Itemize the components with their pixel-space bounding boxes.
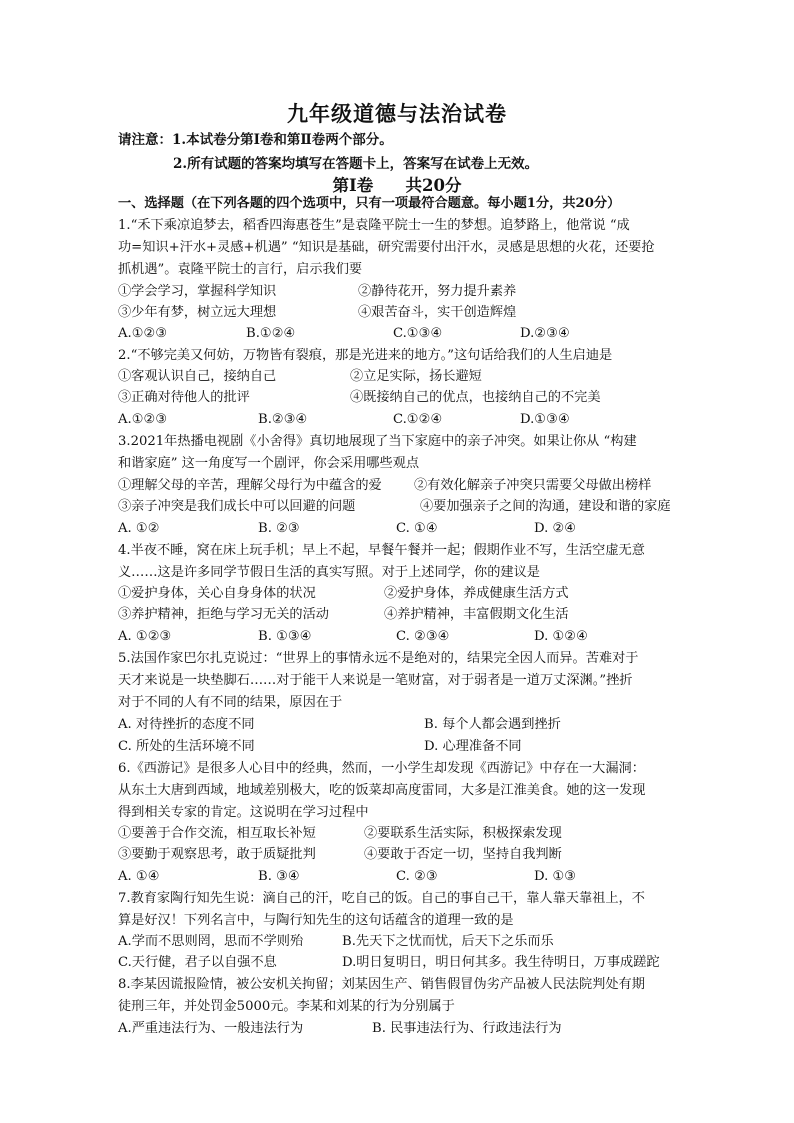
- q6-stem-line-2: 从东土大唐到西域，地域差别极大，吃的饭菜却高度雷同，大多是江淮美食。她的这一发现: [118, 783, 646, 798]
- q5-option-b: B. 每个人都会遇到挫折: [424, 717, 561, 732]
- q1-statement-1: ①学会学习，掌握科学知识: [118, 284, 277, 299]
- q7-option-a: A.学而不思则罔，思而不学则殆: [118, 934, 304, 949]
- q2-option-c: C.①②④: [393, 412, 443, 427]
- q8-stem-line-2: 徒刑三年，并处罚金5000元。李某和刘某的行为分别属于: [118, 999, 455, 1014]
- q7-option-b: B.先天下之忧而忧，后天下之乐而乐: [342, 934, 554, 949]
- q1-option-a: A.①②③: [118, 326, 168, 341]
- notice-line-1: 请注意：1.本试卷分第Ⅰ卷和第Ⅱ卷两个部分。: [118, 132, 393, 148]
- volume-heading: 第Ⅰ卷 共20分: [332, 176, 462, 195]
- q2-option-d: D.①③④: [520, 412, 570, 427]
- q5-option-c: C. 所处的生活环境不同: [118, 739, 255, 754]
- q4-option-d: D. ①②④: [534, 629, 588, 644]
- q1-option-d: D.②③④: [520, 326, 570, 341]
- q8-option-b: B. 民事违法行为、行政违法行为: [372, 1021, 562, 1036]
- q6-statement-2: ②要联系生活实际，积极探索发现: [364, 826, 562, 841]
- q3-statement-1: ①理解父母的辛苦，理解父母行为中蕴含的爱: [118, 478, 382, 493]
- q7-option-c: C.天行健，君子以自强不息: [118, 955, 277, 970]
- q6-stem-line-1: 6.《西游记》是很多人心目中的经典，然而，一小学生却发现《西游记》中存在一大漏洞：: [118, 761, 645, 776]
- q3-option-c: C. ①④: [396, 521, 438, 536]
- q6-statement-1: ①要善于合作交流，相互取长补短: [118, 826, 316, 841]
- q4-option-c: C. ②③④: [396, 629, 450, 644]
- q5-option-a: A. 对待挫折的态度不同: [118, 717, 255, 732]
- q5-stem-line-3: 对于不同的人有不同的结果，原因在于: [118, 695, 343, 710]
- q1-statement-2: ②静待花开，努力提升素养: [358, 284, 517, 299]
- q2-option-b: B.②③④: [258, 412, 308, 427]
- q1-statement-3: ③少年有梦，树立远大理想: [118, 305, 277, 320]
- q1-stem-line-3: 抓机遇”。袁隆平院士的言行，启示我们要: [118, 262, 363, 277]
- q3-option-d: D. ②④: [534, 521, 577, 536]
- q1-option-c: C.①③④: [393, 326, 443, 341]
- q7-stem-line-1: 7.教育家陶行知先生说：滴自己的汗，吃自己的饭。自己的事自己干，靠人靠天靠祖上，不: [118, 891, 645, 906]
- exam-title: 九年级道德与法治试卷: [287, 101, 507, 126]
- q1-stem-line-2: 功=知识+汗水+灵感+机遇” “知识是基础，研究需要付出汗水，灵感是思想的火花，还要抢: [118, 240, 655, 255]
- q5-option-d: D. 心理准备不同: [424, 739, 522, 754]
- q5-stem-line-2: 天才来说是一块垫脚石……对于能干人来说是一笔财富，对于弱者是一道万丈深渊。”挫折: [118, 673, 633, 688]
- q6-stem-line-3: 得到相关专家的肯定。这说明在学习过程中: [118, 805, 369, 820]
- q2-option-a: A.①②③: [118, 412, 168, 427]
- q3-statement-3: ③亲子冲突是我们成长中可以回避的问题: [118, 499, 356, 514]
- notice-line-2: 2.所有试题的答案均填写在答题卡上，答案写在试卷上无效。: [173, 156, 539, 172]
- q8-option-a: A.严重违法行为、一般违法行为: [118, 1021, 304, 1036]
- q3-statement-4: ④要加强亲子之间的沟通，建设和谐的家庭: [420, 499, 671, 514]
- q8-stem-line-1: 8.李某因谎报险情，被公安机关拘留；刘某因生产、销售假冒伪劣产品被人民法院判处有期: [118, 977, 645, 992]
- q1-option-b: B.①②④: [246, 326, 296, 341]
- q1-statement-4: ④艰苦奋斗，实干创造辉煌: [358, 305, 517, 320]
- q4-option-a: A. ①②③: [118, 629, 172, 644]
- q4-statement-1: ①爱护身体，关心自身身体的状况: [118, 586, 316, 601]
- q2-statement-3: ③正确对待他人的批评: [118, 390, 250, 405]
- q4-stem-line-2: 义……这是许多同学节假日生活的真实写照。对于上述同学，你的建议是: [118, 565, 540, 580]
- q2-stem: 2.“不够完美又何妨，万物皆有裂痕，那是光进来的地方。”这句话给我们的人生启迪是: [118, 348, 613, 363]
- q6-statement-4: ④要敢于否定一切，坚持自我判断: [364, 847, 562, 862]
- q2-statement-1: ①客观认识自己，接纳自己: [118, 369, 277, 384]
- q4-statement-3: ③养护精神，拒绝与学习无关的活动: [118, 607, 329, 622]
- q4-stem-line-1: 4.半夜不睡，窝在床上玩手机；早上不起，早餐午餐并一起；假期作业不写，生活空虚无意: [118, 543, 645, 558]
- q6-option-d: D. ①③: [534, 869, 577, 884]
- q2-statement-2: ②立足实际，扬长避短: [350, 369, 482, 384]
- q6-statement-3: ③要勤于观察思考，敢于质疑批判: [118, 847, 316, 862]
- q3-statement-2: ②有效化解亲子冲突只需要父母做出榜样: [414, 478, 652, 493]
- q3-option-a: A. ①②: [118, 521, 160, 536]
- q3-stem-line-1: 3.2021年热播电视剧《小舍得》真切地展现了当下家庭中的亲子冲突。如果让你从 “构建: [118, 434, 637, 449]
- q3-option-b: B. ②③: [258, 521, 300, 536]
- q6-option-a: A. ①④: [118, 869, 160, 884]
- section-heading: 一、选择题（在下列各题的四个选项中，只有一项最符合题意。每小题1分，共20分）: [118, 196, 621, 211]
- q7-stem-line-2: 算是好汉！下列名言中，与陶行知先生的这句话蕴含的道理一致的是: [118, 913, 514, 928]
- q3-stem-line-2: 和谐家庭” 这一角度写一个剧评，你会采用哪些观点: [118, 456, 420, 471]
- q2-statement-4: ④既接纳自己的优点，也接纳自己的不完美: [350, 390, 601, 405]
- q4-statement-2: ②爱护身体，养成健康生活方式: [384, 586, 569, 601]
- q5-stem-line-1: 5.法国作家巴尔扎克说过：“世界上的事情永远不是绝对的，结果完全因人而异。苦难对于: [118, 651, 639, 666]
- q6-option-c: C. ②③: [396, 869, 438, 884]
- q6-option-b: B. ③④: [258, 869, 300, 884]
- q1-stem-line-1: 1.“禾下乘凉追梦去，稻香四海惠苍生”是袁隆平院士一生的梦想。追梦路上，他常说 “成: [118, 218, 630, 233]
- q4-option-b: B. ①③④: [258, 629, 312, 644]
- q4-statement-4: ④养护精神，丰富假期文化生活: [384, 607, 569, 622]
- q7-option-d: D.明日复明日，明日何其多。我生待明日，万事成蹉跎: [342, 955, 660, 970]
